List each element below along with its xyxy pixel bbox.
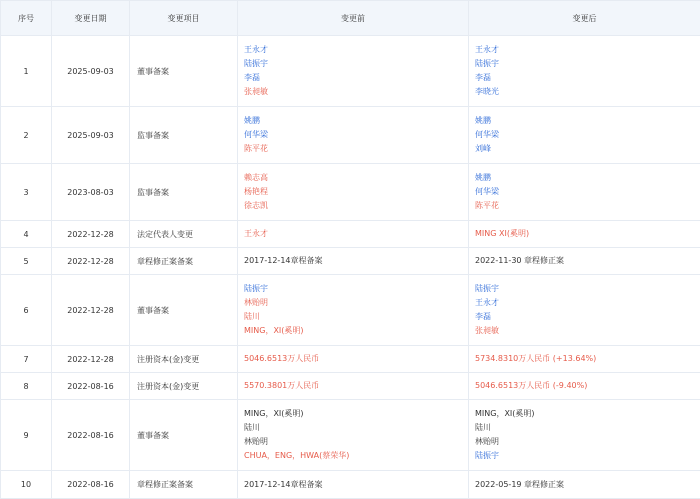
table-row bbox=[1, 221, 700, 248]
change-date: 2022-12-28 bbox=[52, 221, 130, 248]
change-date: 2022-08-16 bbox=[52, 400, 130, 471]
change-item: 董事备案 bbox=[130, 275, 238, 346]
change-item: 董事备案 bbox=[130, 36, 238, 107]
before-value-line[interactable]: 何华梁 bbox=[244, 128, 462, 142]
row-index: 2 bbox=[1, 107, 52, 164]
before-value-line: 张昶敏 bbox=[244, 85, 462, 99]
change-item: 注册资本(金)变更 bbox=[130, 373, 238, 400]
row-index: 10 bbox=[1, 471, 52, 499]
row-index: 5 bbox=[1, 248, 52, 275]
after-value-line[interactable]: 王永才 bbox=[475, 296, 694, 310]
change-date: 2025-09-03 bbox=[52, 36, 130, 107]
table-row bbox=[1, 346, 700, 373]
after-cell bbox=[469, 107, 700, 164]
after-value-line[interactable]: 姚鹏 bbox=[475, 171, 694, 185]
table-row bbox=[1, 36, 700, 107]
change-item: 法定代表人变更 bbox=[130, 221, 238, 248]
change-item: 章程修正案备案 bbox=[130, 471, 238, 499]
before-value-line: 赖志高 bbox=[244, 171, 462, 185]
before-cell bbox=[238, 373, 469, 400]
before-value-line: 杨艳程 bbox=[244, 185, 462, 199]
before-value-line[interactable]: 陆振宇 bbox=[244, 282, 462, 296]
after-cell bbox=[469, 248, 700, 275]
change-item: 注册资本(金)变更 bbox=[130, 346, 238, 373]
after-cell bbox=[469, 36, 700, 107]
before-value-line: 2017-12-14章程备案 bbox=[244, 478, 462, 492]
before-value-line: 徐志凯 bbox=[244, 199, 462, 213]
header-date: 变更日期 bbox=[52, 1, 130, 36]
row-index: 9 bbox=[1, 400, 52, 471]
after-value-line: 5046.6513万人民币 (-9.40%) bbox=[475, 379, 694, 393]
row-index: 7 bbox=[1, 346, 52, 373]
after-value-line: 林贻明 bbox=[475, 435, 694, 449]
before-value-line: MING，XI(奚明) bbox=[244, 324, 462, 338]
before-cell bbox=[238, 164, 469, 221]
table-row bbox=[1, 400, 700, 471]
after-value-line[interactable]: 何华梁 bbox=[475, 128, 694, 142]
row-index: 1 bbox=[1, 36, 52, 107]
after-cell bbox=[469, 221, 700, 248]
before-value-line: 2017-12-14章程备案 bbox=[244, 254, 462, 268]
row-index: 6 bbox=[1, 275, 52, 346]
change-date: 2023-08-03 bbox=[52, 164, 130, 221]
before-value-line: MING，XI(奚明) bbox=[244, 407, 462, 421]
before-value-line: 陈平花 bbox=[244, 142, 462, 156]
after-value-line: 张昶敏 bbox=[475, 324, 694, 338]
before-value-line: 陆川 bbox=[244, 310, 462, 324]
before-value-line[interactable]: 王永才 bbox=[244, 43, 462, 57]
after-cell bbox=[469, 346, 700, 373]
after-value-line: 5734.8310万人民币 (+13.64%) bbox=[475, 352, 694, 366]
table-row bbox=[1, 107, 700, 164]
change-date: 2022-12-28 bbox=[52, 346, 130, 373]
after-value-line[interactable]: 陆振宇 bbox=[475, 449, 694, 463]
after-value-line: 2022-11-30 章程修正案 bbox=[475, 254, 694, 268]
after-cell bbox=[469, 400, 700, 471]
before-cell bbox=[238, 275, 469, 346]
table-body bbox=[1, 36, 700, 499]
before-value-line: 5570.3801万人民币 bbox=[244, 379, 462, 393]
before-cell bbox=[238, 346, 469, 373]
after-value-line: MING，XI(奚明) bbox=[475, 407, 694, 421]
after-value-line: 陆川 bbox=[475, 421, 694, 435]
before-value-line[interactable]: 姚鹏 bbox=[244, 114, 462, 128]
after-cell bbox=[469, 164, 700, 221]
table-row bbox=[1, 248, 700, 275]
header-before: 变更前 bbox=[238, 1, 469, 36]
before-cell bbox=[238, 400, 469, 471]
after-value-line[interactable]: 王永才 bbox=[475, 43, 694, 57]
after-value-line: MING XI(奚明) bbox=[475, 227, 694, 241]
change-date: 2025-09-03 bbox=[52, 107, 130, 164]
before-cell bbox=[238, 248, 469, 275]
before-cell bbox=[238, 471, 469, 499]
change-item: 监事备案 bbox=[130, 107, 238, 164]
row-index: 4 bbox=[1, 221, 52, 248]
after-value-line[interactable]: 李磊 bbox=[475, 310, 694, 324]
after-cell bbox=[469, 373, 700, 400]
before-value-line: CHUA，ENG，HWA(蔡荣华) bbox=[244, 449, 462, 463]
before-cell bbox=[238, 107, 469, 164]
table-row bbox=[1, 471, 700, 499]
before-value-line[interactable]: 李磊 bbox=[244, 71, 462, 85]
change-item: 监事备案 bbox=[130, 164, 238, 221]
header-item: 变更项目 bbox=[130, 1, 238, 36]
table-row bbox=[1, 373, 700, 400]
change-item: 董事备案 bbox=[130, 400, 238, 471]
before-cell bbox=[238, 36, 469, 107]
after-value-line: 2022-05-19 章程修正案 bbox=[475, 478, 694, 492]
after-value-line[interactable]: 姚鹏 bbox=[475, 114, 694, 128]
before-value-line: 5046.6513万人民币 bbox=[244, 352, 462, 366]
before-cell bbox=[238, 221, 469, 248]
header-after: 变更后 bbox=[469, 1, 700, 36]
table-row bbox=[1, 275, 700, 346]
after-value-line[interactable]: 李晓光 bbox=[475, 85, 694, 99]
after-value-line[interactable]: 陆振宇 bbox=[475, 282, 694, 296]
before-value-line: 陆川 bbox=[244, 421, 462, 435]
after-value-line: 陈平花 bbox=[475, 199, 694, 213]
row-index: 8 bbox=[1, 373, 52, 400]
after-value-line[interactable]: 李磊 bbox=[475, 71, 694, 85]
change-item: 章程修正案备案 bbox=[130, 248, 238, 275]
row-index: 3 bbox=[1, 164, 52, 221]
after-value-line[interactable]: 陆振宇 bbox=[475, 57, 694, 71]
header-index: 序号 bbox=[1, 1, 52, 36]
before-value-line: 王永才 bbox=[244, 227, 462, 241]
table-row bbox=[1, 164, 700, 221]
before-value-line: 林贻明 bbox=[244, 296, 462, 310]
table-header-row bbox=[1, 1, 700, 36]
after-cell bbox=[469, 471, 700, 499]
change-date: 2022-12-28 bbox=[52, 248, 130, 275]
after-value-line[interactable]: 何华梁 bbox=[475, 185, 694, 199]
change-date: 2022-08-16 bbox=[52, 373, 130, 400]
after-value-line[interactable]: 刘峰 bbox=[475, 142, 694, 156]
before-value-line: 林贻明 bbox=[244, 435, 462, 449]
change-date: 2022-08-16 bbox=[52, 471, 130, 499]
change-date: 2022-12-28 bbox=[52, 275, 130, 346]
before-value-line[interactable]: 陆振宇 bbox=[244, 57, 462, 71]
after-cell bbox=[469, 275, 700, 346]
